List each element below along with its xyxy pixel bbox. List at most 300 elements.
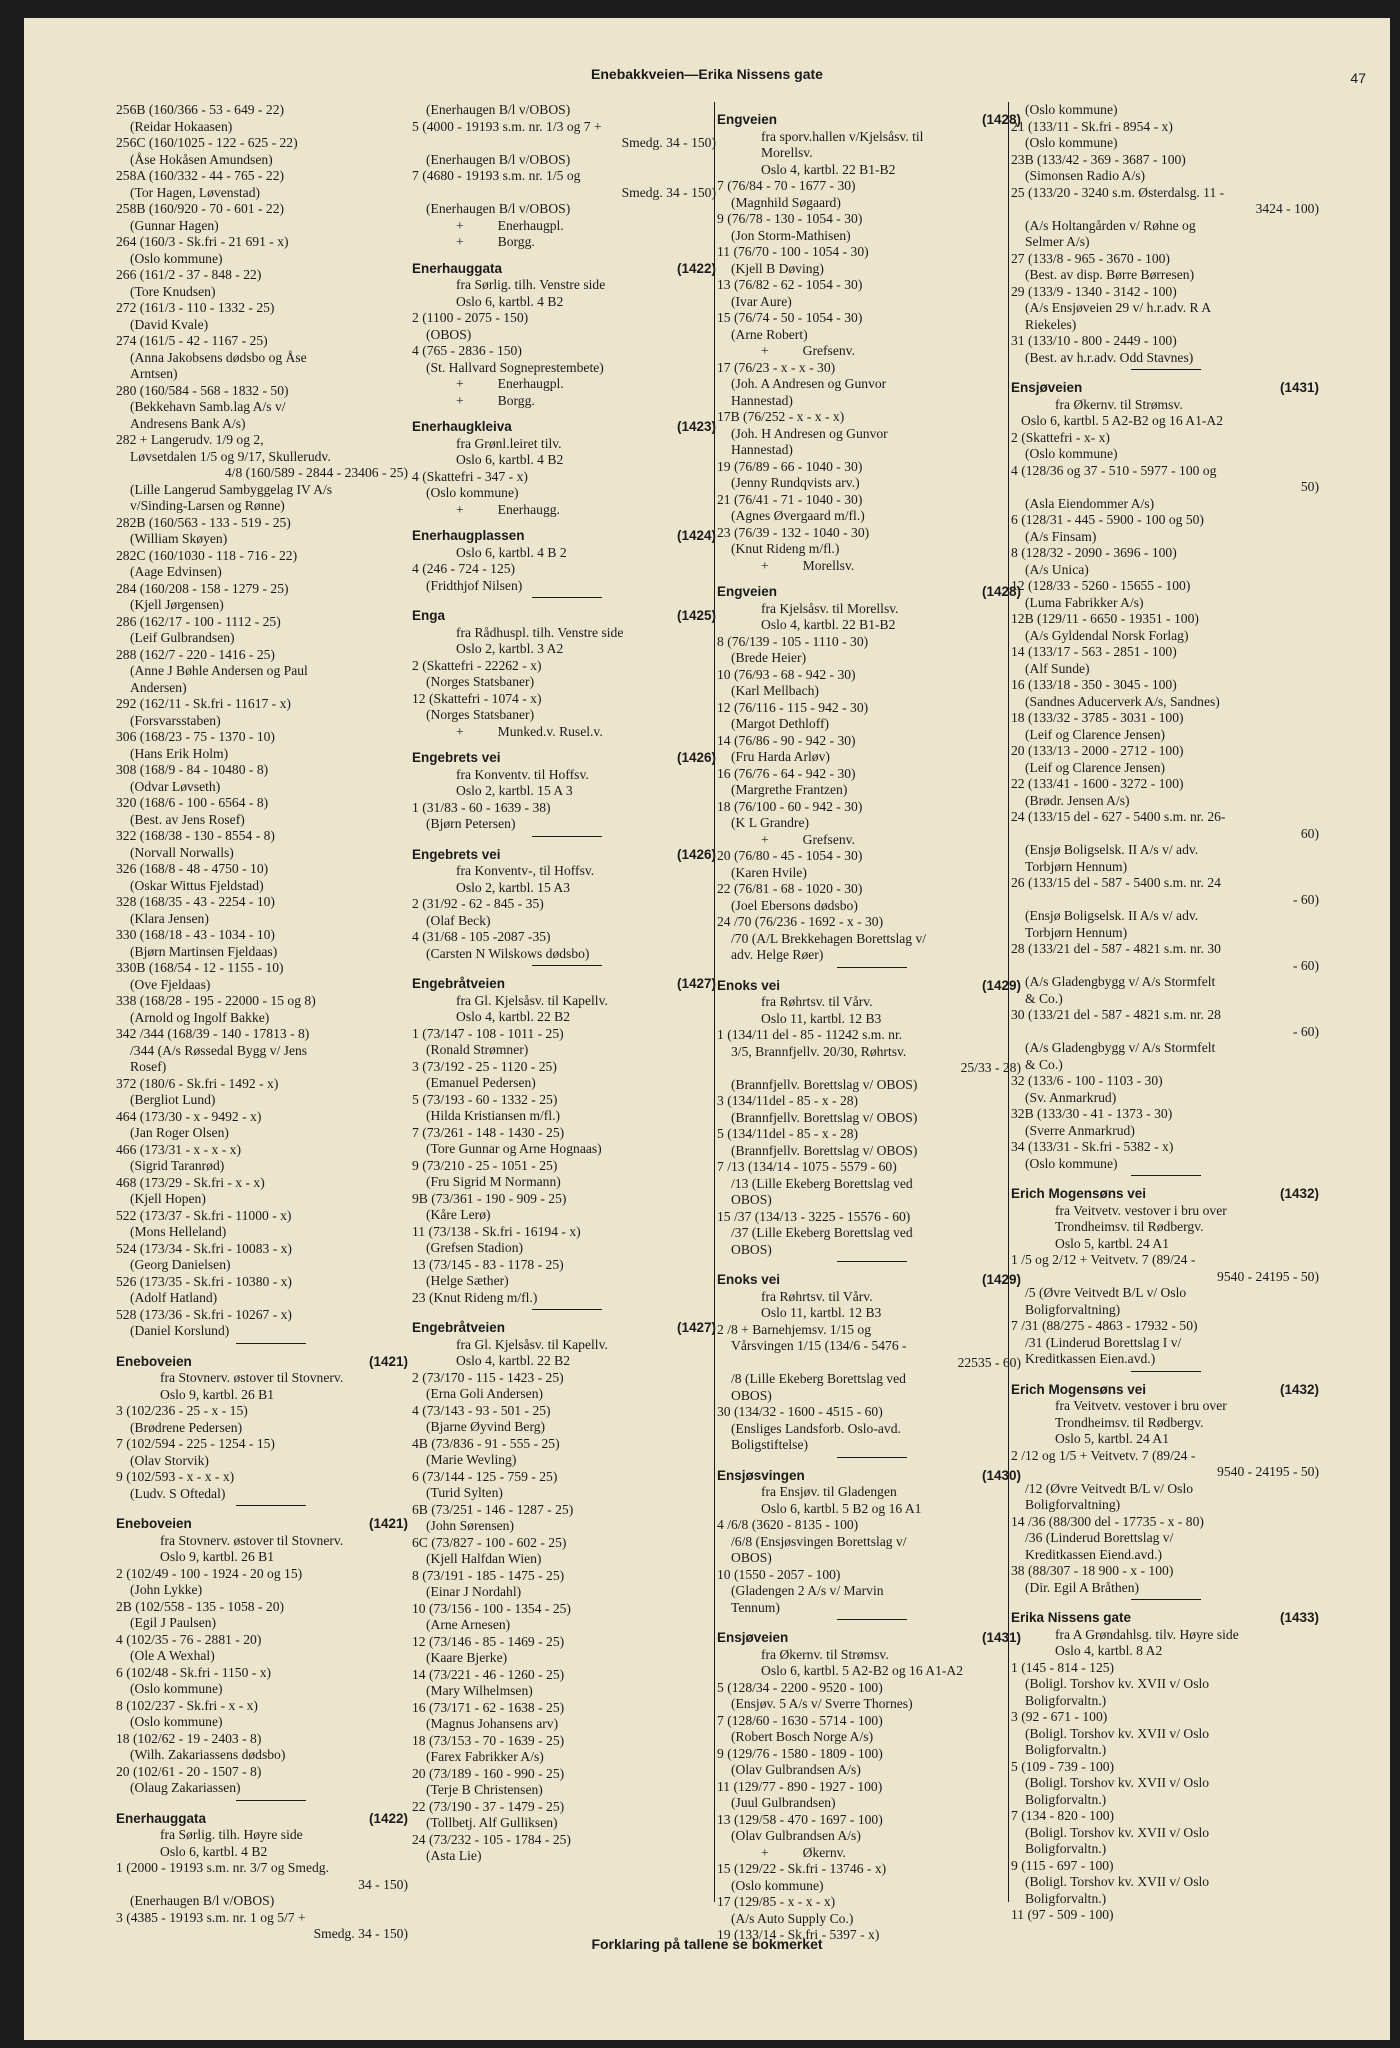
entry-detail: v/Sinding-Larsen og Rønne) [130,498,285,513]
entry-detail: 60) [1300,825,1319,841]
entry-detail: (Sandnes Aducerverk A/s, Sandnes) [1025,693,1220,709]
entry-detail: Boligforvaltning) [1025,1497,1121,1512]
property-entry: 25 (133/20 - 3240 s.m. Østerdalsg. 11 - [1011,184,1225,200]
entry-detail: fra Gl. Kjelsåsv. til Kapellv. [456,1336,608,1352]
entry-detail: (Olaug Zakariassen) [130,1780,241,1795]
section-divider [1131,1599,1201,1600]
property-entry: 9 (73/210 - 25 - 1051 - 25) [412,1157,558,1173]
street-name: Engebråtveien [412,1320,506,1335]
property-entry: 30 (133/21 del - 587 - 4821 s.m. nr. 28 [1011,1007,1221,1022]
entry-detail: Torbjørn Hennum) [1025,924,1128,940]
property-entry: 282B (160/563 - 133 - 519 - 25) [116,514,291,530]
entry-detail: (Jon Storm-Mathisen) [731,227,851,243]
property-entry: 5 (128/34 - 2200 - 9520 - 100) [717,1679,883,1695]
entry-detail: (Ensjøv. 5 A/s v/ Sverre Thornes) [731,1696,913,1711]
entry-detail: (Oslo kommune) [1025,446,1118,461]
street-name: Ensjøsvingen [717,1467,805,1483]
street-heading [1011,1610,1319,1627]
property-entry: 12 (73/146 - 85 - 1469 - 25) [412,1633,565,1649]
entry-detail: + Munked.v. Rusel.v. [456,723,603,739]
property-entry: 12 (Skattefri - 1074 - x) [412,690,542,706]
property-entry: 27 (133/8 - 965 - 3670 - 100) [1011,250,1170,266]
entry-detail: Morellsv. [761,145,813,160]
entry-detail: OBOS) [731,1241,772,1257]
property-entry: 7 (76/84 - 70 - 1677 - 30) [717,178,856,193]
entry-detail: (Boligl. Torshov kv. XVII v/ Oslo [1025,1676,1210,1691]
entry-detail: (A/s Gladengbygg v/ A/s Stormfelt [1025,1040,1216,1055]
street-code: (1432) [1279,1186,1319,1201]
entry-detail: (Bekkehavn Samb.lag A/s v/ [130,399,286,414]
entry-detail: (Asta Lie) [426,1848,482,1863]
entry-detail: Oslo 4, kartbl. 22 B2 [456,1353,571,1368]
entry-detail: (Kaare Bjerke) [426,1650,508,1665]
property-entry: 9 (102/593 - x - x - x) [116,1469,235,1484]
property-entry: 14 (76/86 - 90 - 942 - 30) [717,732,856,748]
property-entry: 7 (73/261 - 148 - 1430 - 25) [412,1124,565,1140]
street-heading [412,847,716,864]
entry-detail: (Terje B Christensen) [426,1782,543,1797]
entry-detail: - 60) [1292,957,1319,973]
entry-detail: (Fru Sigrid M Normann) [426,1174,561,1189]
property-entry: 26 (133/15 del - 587 - 5400 s.m. nr. 24 [1011,875,1221,890]
entry-detail: - 60) [1292,1023,1319,1039]
property-entry: 22 (73/190 - 37 - 1479 - 25) [412,1798,565,1814]
property-entry: 12B (129/11 - 6650 - 19351 - 100) [1011,611,1199,626]
entry-detail: Boligforvaltn.) [1025,1742,1107,1757]
entry-detail: OBOS) [731,1387,772,1403]
entry-detail: + Enerhaugpl. [456,376,564,391]
property-entry: 9B (73/361 - 190 - 909 - 25) [412,1190,567,1206]
property-entry: 5 (73/193 - 60 - 1332 - 25) [412,1091,558,1107]
entry-detail: Boligforvaltn.) [1025,1692,1107,1708]
section-divider [1131,369,1201,370]
entry-detail: (Olav Gulbrandsen A/s) [731,1828,861,1843]
street-code: (1426) [676,750,716,765]
property-entry: 20 (102/61 - 20 - 1507 - 8) [116,1763,262,1779]
page-title: Enebakkveien—Erika Nissens gate [591,66,823,82]
entry-detail: (Magnus Johansens arv) [426,1716,559,1731]
property-entry: 322 (168/38 - 130 - 8554 - 8) [116,828,275,843]
entry-detail: (Erna Goli Andersen) [426,1386,544,1401]
entry-detail: Torbjørn Hennum) [1025,858,1128,874]
entry-detail: (Oslo kommune) [731,1877,824,1893]
street-name: Erich Mogensøns vei [1011,1381,1147,1397]
entry-detail: fra Økernv. til Strømsv. [1055,396,1183,412]
property-entry: 4 (246 - 724 - 125) [412,561,516,576]
street-code: (1430) [981,1467,1021,1483]
property-entry: 326 (168/8 - 48 - 4750 - 10) [116,861,269,876]
street-code: (1428) [981,584,1021,599]
property-entry: 12 (76/116 - 115 - 942 - 30) [717,699,869,715]
entry-detail: (Sigrid Taranrød) [130,1158,225,1173]
entry-detail: Oslo 5, kartbl. 24 A1 [1055,1235,1170,1251]
entry-detail: + Økernv. [761,1844,846,1860]
entry-detail: /36 (Linderud Borettslag v/ [1025,1530,1174,1545]
property-entry: 18 (73/153 - 70 - 1639 - 25) [412,1732,565,1748]
property-entry: 3 (4385 - 19193 s.m. nr. 1 og 5/7 + [116,1909,306,1925]
entry-detail: Boligstiftelse) [731,1437,809,1452]
street-heading [1011,1382,1319,1399]
property-entry: 28 (133/21 del - 587 - 4821 s.m. nr. 30 [1011,941,1221,956]
property-entry: 330 (168/18 - 43 - 1034 - 10) [116,927,275,942]
property-entry: 3 (73/192 - 25 - 1120 - 25) [412,1058,557,1074]
entry-detail: fra Konventv. til Hoffsv. [456,766,589,782]
entry-detail: (Turid Sylten) [426,1485,503,1500]
entry-detail: (Tor Hagen, Løvenstad) [130,184,261,200]
property-entry: 5 (134/11del - 85 - x - 28) [717,1126,859,1141]
property-entry: 7 (4680 - 19193 s.m. nr. 1/5 og [412,168,581,183]
street-name: Engveien [717,112,778,127]
entry-detail: Smedg. 34 - 150) [621,184,716,200]
entry-detail: (Odvar Løvseth) [130,778,221,794]
property-entry: 266 (161/2 - 37 - 848 - 22) [116,267,262,282]
property-entry: 372 (180/6 - Sk.fri - 1492 - x) [116,1075,279,1091]
entry-detail: Oslo 6, kartbl. 4 B2 [160,1843,268,1859]
entry-detail: /6/8 (Ensjøsvingen Borettslag v/ [731,1533,907,1549]
property-entry: 338 (168/28 - 195 - 22000 - 15 og 8) [116,993,316,1008]
entry-detail: (Bergliot Lund) [130,1092,216,1107]
entry-detail: (A/s Finsam) [1025,528,1097,544]
property-entry: 6 (73/144 - 125 - 759 - 25) [412,1468,558,1484]
entry-detail: + Grefsenv. [761,831,855,847]
property-entry: 288 (162/7 - 220 - 1416 - 25) [116,646,275,662]
entry-detail: Oslo 2, kartbl. 15 A 3 [456,783,573,798]
property-entry: 11 (73/138 - Sk.fri - 16194 - x) [412,1223,581,1239]
entry-detail: Oslo 4, kartbl. 8 A2 [1055,1643,1163,1658]
property-entry: 17 (129/85 - x - x - x) [717,1894,836,1909]
entry-detail: fra Grønl.leiret tilv. [456,435,562,451]
column-2 [412,102,716,1902]
entry-detail: Oslo 6, kartbl. 4 B2 [456,452,564,467]
entry-detail: + Borgg. [456,234,535,249]
street-heading [412,419,716,436]
entry-detail: (A/s Holtangården v/ Røhne og [1025,217,1196,233]
street-code: (1424) [676,528,716,543]
entry-detail: (Farex Fabrikker A/s) [426,1749,544,1764]
entry-detail: Oslo 4, kartbl. 22 B1-B2 [761,161,896,177]
entry-detail: 4/8 (160/589 - 2844 - 23406 - 25) [224,465,408,480]
entry-detail: Oslo 2, kartbl. 15 A3 [456,879,571,895]
entry-detail: (Kjell Halfdan Wien) [426,1551,542,1566]
entry-detail: fra Sørlig. tilh. Høyre side [160,1827,303,1842]
street-heading [412,261,716,278]
entry-detail: Oslo 4, kartbl. 22 B2 [456,1009,571,1024]
property-entry: 468 (173/29 - Sk.fri - x - x) [116,1174,265,1190]
entry-detail: (A/s Gyldendal Norsk Forlag) [1025,627,1189,643]
property-entry: 274 (161/5 - 42 - 1167 - 25) [116,333,268,348]
property-entry: 13 (73/145 - 83 - 1178 - 25) [412,1256,564,1272]
entry-detail: (Ensjø Boligselsk. II A/s v/ adv. [1025,908,1199,923]
property-entry: 5 (109 - 739 - 100) [1011,1758,1115,1774]
entry-detail: Oslo 6, kartbl. 4 B2 [456,293,564,309]
entry-detail: fra Økernv. til Strømsv. [761,1646,889,1662]
entry-detail: (Norges Statsbaner) [426,707,535,722]
entry-detail: OBOS) [731,1550,772,1565]
entry-detail: (William Skøyen) [130,531,228,546]
property-entry: 1 /5 og 2/12 + Veitvetv. 7 (89/24 - [1011,1252,1196,1267]
entry-detail: /37 (Lille Ekeberg Borettslag ved [731,1225,913,1240]
street-name: Enga [412,608,446,623]
property-entry: 14 /36 (88/300 del - 17735 - x - 80) [1011,1513,1204,1529]
property-entry: 328 (168/35 - 43 - 2254 - 10) [116,894,275,909]
street-code: (1428) [981,112,1021,127]
property-entry: 20 (73/189 - 160 - 990 - 25) [412,1765,565,1781]
property-entry: 464 (173/30 - x - 9492 - x) [116,1108,262,1124]
entry-detail: + Grefsenv. [761,343,855,358]
street-code: (1426) [676,846,716,862]
street-heading [116,1811,408,1828]
street-heading [116,1516,408,1533]
property-entry: 528 (173/36 - Sk.fri - 10267 - x) [116,1306,292,1322]
property-entry: 1 (145 - 814 - 125) [1011,1659,1115,1675]
property-entry: 4 (765 - 2836 - 150) [412,343,522,358]
property-entry: 16 (133/18 - 350 - 3045 - 100) [1011,677,1177,692]
street-name: Eneboveien [116,1353,192,1369]
entry-detail: (Klara Jensen) [130,910,209,926]
entry-detail: fra Ensjøv. til Gladengen [761,1484,897,1499]
property-entry: 13 (129/58 - 470 - 1697 - 100) [717,1811,883,1827]
entry-detail: (Alf Sunde) [1025,660,1090,676]
property-entry: 32 (133/6 - 100 - 1103 - 30) [1011,1073,1163,1088]
entry-detail: /5 (Øvre Veitvedt B/L v/ Oslo [1025,1285,1187,1300]
entry-detail: & Co.) [1025,1056,1063,1072]
entry-detail: (Aage Edvinsen) [130,564,222,579]
street-code: (1427) [676,976,716,991]
street-heading [412,528,716,545]
entry-detail: (Fridthjof Nilsen) [426,577,523,593]
entry-detail: (John Sørensen) [426,1518,514,1533]
entry-detail: (Ronald Strømner) [426,1042,529,1057]
street-name: Engveien [717,584,778,599]
property-entry: 4B (73/836 - 91 - 555 - 25) [412,1435,560,1451]
entry-detail: (Einar J Nordahl) [426,1584,522,1599]
entry-detail: (Ove Fjeldaas) [130,976,211,992]
entry-detail: fra Stovnerv. østover til Stovnerv. [160,1532,344,1548]
entry-detail: 22535 - 60) [957,1354,1021,1370]
street-code: (1421) [368,1353,408,1369]
entry-detail: Hannestad) [731,392,793,408]
property-entry: 4 (73/143 - 93 - 501 - 25) [412,1402,551,1418]
property-entry: 31 (133/10 - 800 - 2449 - 100) [1011,333,1177,348]
entry-detail: (Olaf Beck) [426,912,491,928]
entry-detail: (Karl Mellbach) [731,683,819,698]
directory-page [24,18,1390,2040]
property-entry: 18 (133/32 - 3785 - 3031 - 100) [1011,710,1184,725]
property-entry: 272 (161/3 - 110 - 1332 - 25) [116,300,275,315]
footer-note: Forklaring på tallene se bokmerket [591,1936,823,1952]
entry-detail: (Mary Wilhelmsen) [426,1683,533,1698]
property-entry: 2 /8 + Barnehjemsv. 1/15 og [717,1321,872,1337]
entry-detail: (Best. av h.r.adv. Odd Stavnes) [1025,349,1194,365]
entry-detail: (Leif og Clarence Jensen) [1025,759,1166,775]
entry-detail: (Kjell B Døving) [731,260,824,276]
section-divider [837,1457,907,1458]
property-entry: 19 (76/89 - 66 - 1040 - 30) [717,458,863,474]
property-entry: 23 (Knut Rideng m/fl.) [412,1289,538,1305]
entry-detail: (Helge Sæther) [426,1273,509,1288]
entry-detail: (Sverre Anmarkrud) [1025,1122,1135,1138]
property-entry: 306 (168/23 - 75 - 1370 - 10) [116,729,275,744]
entry-detail: (Forsvarsstaben) [130,712,221,728]
entry-detail: + Borgg. [456,392,535,408]
property-entry: 308 (168/9 - 84 - 10480 - 8) [116,762,269,777]
entry-detail: 50) [1300,479,1319,494]
street-code: (1423) [676,419,716,434]
property-entry: 22 (76/81 - 68 - 1020 - 30) [717,881,863,896]
street-code: (1431) [981,1630,1021,1645]
entry-detail: (Enerhaugen B/l v/OBOS) [426,151,571,167]
section-divider [236,1343,306,1344]
section-divider [837,967,907,968]
property-entry: 466 (173/31 - x - x - x) [116,1141,241,1157]
entry-detail: (Hilda Kristiansen m/fl.) [426,1108,561,1123]
street-name: Enerhauggata [412,260,503,276]
property-entry: 6B (73/251 - 146 - 1287 - 25) [412,1501,574,1517]
entry-detail: Oslo 9, kartbl. 26 B1 [160,1386,275,1402]
street-heading [717,1630,1021,1647]
entry-detail: fra Kjelsåsv. til Morellsv. [761,600,899,616]
street-code: (1429) [981,1272,1021,1287]
property-entry: 1 (73/147 - 108 - 1011 - 25) [412,1025,564,1041]
property-entry: 526 (173/35 - Sk.fri - 10380 - x) [116,1273,292,1289]
entry-detail: (Simonsen Radio A/s) [1025,168,1146,183]
property-entry: 258B (160/920 - 70 - 601 - 22) [116,201,285,216]
entry-detail: + Morellsv. [761,557,855,573]
property-entry: 1 (2000 - 19193 s.m. nr. 3/7 og Smedg. [116,1860,329,1875]
street-heading [412,1320,716,1337]
entry-detail: fra Rådhuspl. tilh. Venstre side [456,624,624,640]
entry-detail: (Åse Hokåsen Amundsen) [130,151,273,167]
entry-detail: (Olav Storvik) [130,1452,209,1468]
entry-detail: Oslo 6, kartbl. 5 A2-B2 og 16 A1-A2 [761,1663,964,1678]
entry-detail: (Ensliges Landsforb. Oslo-avd. [731,1420,901,1436]
property-entry: 12 (128/33 - 5260 - 15655 - 100) [1011,578,1191,593]
entry-detail: (Kåre Lerø) [426,1207,491,1222]
street-name: Eneboveien [116,1516,192,1531]
street-name: Enerhaugkleiva [412,419,512,434]
entry-detail: OBOS) [731,1192,772,1207]
property-entry: 8 (73/191 - 185 - 1475 - 25) [412,1567,565,1583]
property-entry: 9 (76/78 - 130 - 1054 - 30) [717,211,863,226]
entry-detail: (Tore Knudsen) [130,283,216,299]
property-entry: 20 (76/80 - 45 - 1054 - 30) [717,848,863,863]
street-heading [717,584,1021,601]
property-entry: 3 (134/11del - 85 - x - 28) [717,1093,859,1108]
street-heading [116,1354,408,1371]
entry-detail: fra Røhrtsv. til Vårv. [761,1288,873,1304]
entry-detail: (Gunnar Hagen) [130,217,219,233]
entry-detail: Hannestad) [731,442,793,457]
entry-detail: (St. Hallvard Sogneprestembete) [426,359,604,375]
street-code: (1433) [1279,1610,1319,1625]
section-divider [837,1261,907,1262]
street-name: Enoks vei [717,977,781,993]
entry-detail: Riekeles) [1025,316,1077,332]
property-entry: 15 (76/74 - 50 - 1054 - 30) [717,310,863,325]
street-code: (1431) [1279,380,1319,395]
street-heading [1011,1186,1319,1203]
property-entry: 24 (133/15 del - 627 - 5400 s.m. nr. 26- [1011,809,1226,824]
street-code: (1429) [981,977,1021,993]
property-entry: 3 (102/236 - 25 - x - 15) [116,1403,248,1418]
street-code: (1422) [368,1810,408,1826]
entry-detail: fra sporv.hallen v/Kjelsåsv. til [761,128,924,144]
entry-detail: (Asla Eiendommer A/s) [1025,495,1155,511]
street-heading [1011,380,1319,397]
entry-detail: (Grefsen Stadion) [426,1240,524,1255]
entry-detail: fra Veitvetv. vestover i bru over [1055,1202,1227,1218]
property-entry: 11 (97 - 509 - 100) [1011,1907,1114,1922]
entry-detail: (Karen Hvile) [731,864,807,880]
entry-detail: (Mons Helleland) [130,1224,227,1239]
entry-detail: /8 (Lille Ekeberg Borettslag ved [731,1371,906,1386]
property-entry: 23B (133/42 - 369 - 3687 - 100) [1011,151,1186,167]
property-entry: 2 (102/49 - 100 - 1924 - 20 og 15) [116,1565,303,1581]
entry-detail: (Jenny Rundqvists arv.) [731,475,860,490]
entry-detail: Boligforvaltn.) [1025,1890,1107,1906]
entry-detail: (Norges Statsbaner) [426,674,535,689]
property-entry: 7 (102/594 - 225 - 1254 - 15) [116,1436,275,1451]
entry-detail: (Adolf Hatland) [130,1290,218,1305]
entry-detail: Oslo 6, kartbl. 4 B 2 [456,544,567,560]
property-entry: 38 (88/307 - 18 900 - x - 100) [1011,1563,1174,1578]
entry-detail: (Emanuel Pedersen) [426,1075,536,1090]
property-entry: 7 (128/60 - 1630 - 5714 - 100) [717,1712,883,1728]
entry-detail: 9540 - 24195 - 50) [1217,1268,1319,1284]
street-name: Ensjøveien [1011,380,1083,395]
property-entry: 21 (76/41 - 71 - 1040 - 30) [717,491,863,507]
entry-detail: (Oslo kommune) [426,485,519,500]
property-entry: 18 (102/62 - 19 - 2403 - 8) [116,1730,262,1746]
entry-detail: (Norvall Norwalls) [130,844,234,860]
entry-detail: (Arne Arnesen) [426,1617,511,1632]
property-entry: 264 (160/3 - Sk.fri - 21 691 - x) [116,234,289,249]
entry-detail: (Hans Erik Holm) [130,745,229,761]
street-name: Enerhaugplassen [412,528,525,543]
entry-detail: Arntsen) [130,366,178,381]
entry-detail: fra A Grøndahlsg. tilv. Høyre side [1055,1626,1239,1642]
entry-detail: (Agnes Øvergaard m/fl.) [731,508,865,523]
property-entry: 19 (133/14 - Sk.fri - 5397 - x) [717,1927,880,1942]
entry-detail: /31 (Linderud Borettslag I v/ [1025,1334,1182,1350]
property-entry: 4 /6/8 (3620 - 8135 - 100) [717,1517,859,1532]
entry-detail: Trondheimsv. til Rødbergv. [1055,1414,1204,1430]
street-name: Engebrets vei [412,750,501,765]
section-divider [532,1309,602,1310]
entry-detail: Oslo 2, kartbl. 3 A2 [456,641,564,656]
street-heading [412,750,716,767]
street-heading [717,978,1021,995]
entry-detail: (Gladengen 2 A/s v/ Marvin [731,1583,884,1598]
section-divider [236,1800,306,1801]
entry-detail: Oslo 6, kartbl. 5 A2-B2 og 16 A1-A2 [1021,413,1224,428]
property-entry: 256C (160/1025 - 122 - 625 - 22) [116,135,298,150]
entry-detail: (Boligl. Torshov kv. XVII v/ Oslo [1025,1874,1210,1889]
entry-detail: (Brødrene Pedersen) [130,1419,243,1435]
property-entry: 32B (133/30 - 41 - 1373 - 30) [1011,1106,1173,1121]
property-entry: 6 (102/48 - Sk.fri - 1150 - x) [116,1664,272,1680]
property-entry: 11 (129/77 - 890 - 1927 - 100) [717,1778,883,1794]
property-entry: 11 (76/70 - 100 - 1054 - 30) [717,244,869,259]
column-4 [1008,102,1319,1922]
property-entry: 2 /12 og 1/5 + Veitvetv. 7 (89/24 - [1011,1447,1196,1463]
section-divider [1131,1371,1201,1372]
property-entry: 2 (1100 - 2075 - 150) [412,310,529,325]
entry-detail: (John Lykke) [130,1582,203,1597]
entry-detail: (Wilh. Zakariassens dødsbo) [130,1747,286,1762]
entry-detail: Smedg. 34 - 150) [313,1926,408,1941]
entry-detail: Boligforvaltning) [1025,1301,1121,1317]
